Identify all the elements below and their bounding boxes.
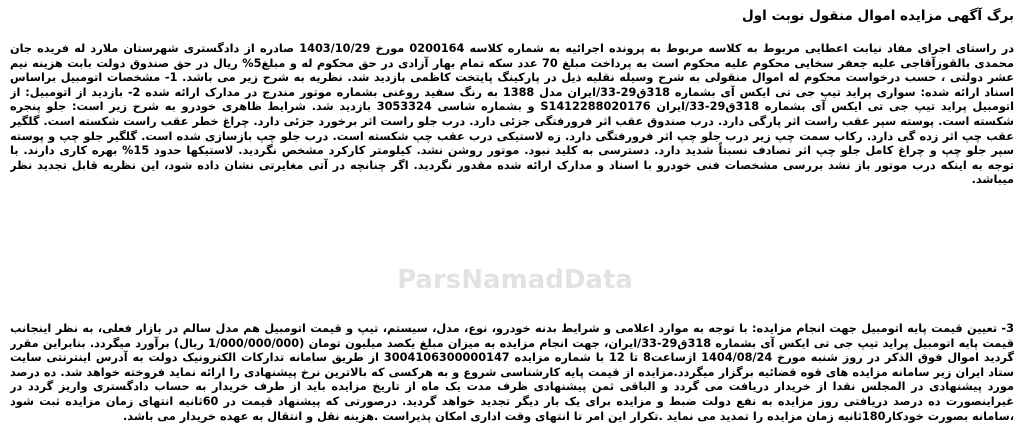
notice-paragraph-vehicle-details: در راستای اجرای مفاد نیابت اعطایی مربوط به کلاسه مربوط به پرونده اجرائیه به شماره کلاسه 0200164 مورخ 1403/10/29 صادره از دادگستری شهرستان ملارد له فریده جان محمدی بالقوزآقاجی علیه جعفر سخایی محکوم علیه محکوم است به پرداخت مبلغ 70 عدد سکه تمام بهار آزادی در حق محکوم له و مبلغ5% ریال در حق صندوق دولت بابت هزینه نیم عشر دولتی ، حسب درخواست محکوم له اموال منقولی به شرح وسیله نقلیه ذیل در پارکینگ پایتخت کاظمی بازدید شد. نظریه به شرح زیر می باشد. 1- مشخصات اتومبیل براساس اسناد ارائه شده: سواری پراید تیپ جی تی ایکس آی بشماره 318ق29-33/ایران مدل 1388 به رنگ سفید روغنی بشماره موتور مندرج در مدارک ارائه شده 2- بازدید از اتومبیل: از اتومبیل پراید تیپ جی تی ایکس آی بشماره 318ق29-33/ایران S1412288020176 و بشماره شاسی 3053324 بازدید شد. شرایط ظاهری خودرو به شرح زیر است: جلو پنجره شکسته است. پوسته سپر عقب راست اثر پارگی دارد. درب صندوق عقب اثر فرورفتگی جزئی دارد. درب جلو راست اثر برخورد جزئی دارد. چراغ خطر عقب راست شکسته است. گلگیر عقب چپ اثر زده گی دارد. رکاب سمت چپ زیر درب جلو چپ اثر فرورفتگی دارد. زه لاستیکی درب عقب چپ شکسته است. درب جلو چپ بازسازی شده است. گلگیر جلو چپ و پوسته سپر جلو چپ و چراغ کامل جلو چپ اثر تصادف نسبتاً شدید دارد. دسترسی به کلید نبود. موتور روشن نشد. کیلومتر کارکرد مشخص نگردید. لاستیکها حدود 15% بهره کاری دارند. با توجه به اینکه درب موتور باز نشد بررسی مشخصات فنی خودرو با اسناد و مدارک ارائه شده مقدور نگردید. اگر چنانچه در آتی مغایرتی نشان داده شود، این نظریه قابل تجدید نظر میباشد. [10, 42, 1014, 187]
watermark-logo: ParsNamadData [397, 265, 633, 295]
notice-title: برگ آگهی مزایده اموال منقول نوبت اول [742, 8, 1014, 24]
notice-paragraph-auction-terms: 3- تعیین قیمت پایه اتومبیل جهت انجام مزایده: با توجه به موارد اعلامی و شرایط بدنه خودرو، نوع، مدل، سیستم، تیپ و قیمت اتومبیل هم مدل سالم در بازار فعلی، به نظر اینجانب قیمت پایه اتومبیل پراید تیپ جی تی ایکس آی بشماره 318ق29-33/ایران، جهت انجام مزایده به میزان مبلغ یکصد میلیون تومان (1/000/000/000 ریال) برآورد میگردد. بنابراین مقرر گردید اموال فوق الذکر در روز شنبه مورخ 1404/08/24 ازساعت8 تا 12 با شماره مزایده 3004106300000147 از طریق سامانه تدارکات الکترونیک دولت به آدرس اینترنتی سایت ستاد ایران زیر سامانه مزایده های قوه قضائیه برگزار میگردد.مزایده از قیمت پایه کارشناسی شروع و به هرکسی که بالاترین نرخ پیشنهادی را ارائه نماید فروخته خواهد شد. ده درصد مورد پیشنهادی در المجلس نقدا از خریدار دریافت می گردد و الباقی ثمن پیشنهادی ظرف مدت یک ماه از تاریخ مزایده باید از طرف خریدار به حساب دادگستری واریز گردد در غیراینصورت ده درصد دریافتی روز مزایده به نفع دولت ضبط و مزایده برای یک بار دیگر تجدید خواهد گردید. درصورتی که پیشنهاد قیمت در 60ثانیه انتهای زمان مزایده ثبت شود ،سامانه بصورت خودکار180ثانیه زمان مزایده را تمدید می نماید .تکرار این امر تا انتهای وقت اداری امکان پذیراست .هزینه نقل و انتقال به عهده خریدار می باشد. [10, 322, 1014, 423]
